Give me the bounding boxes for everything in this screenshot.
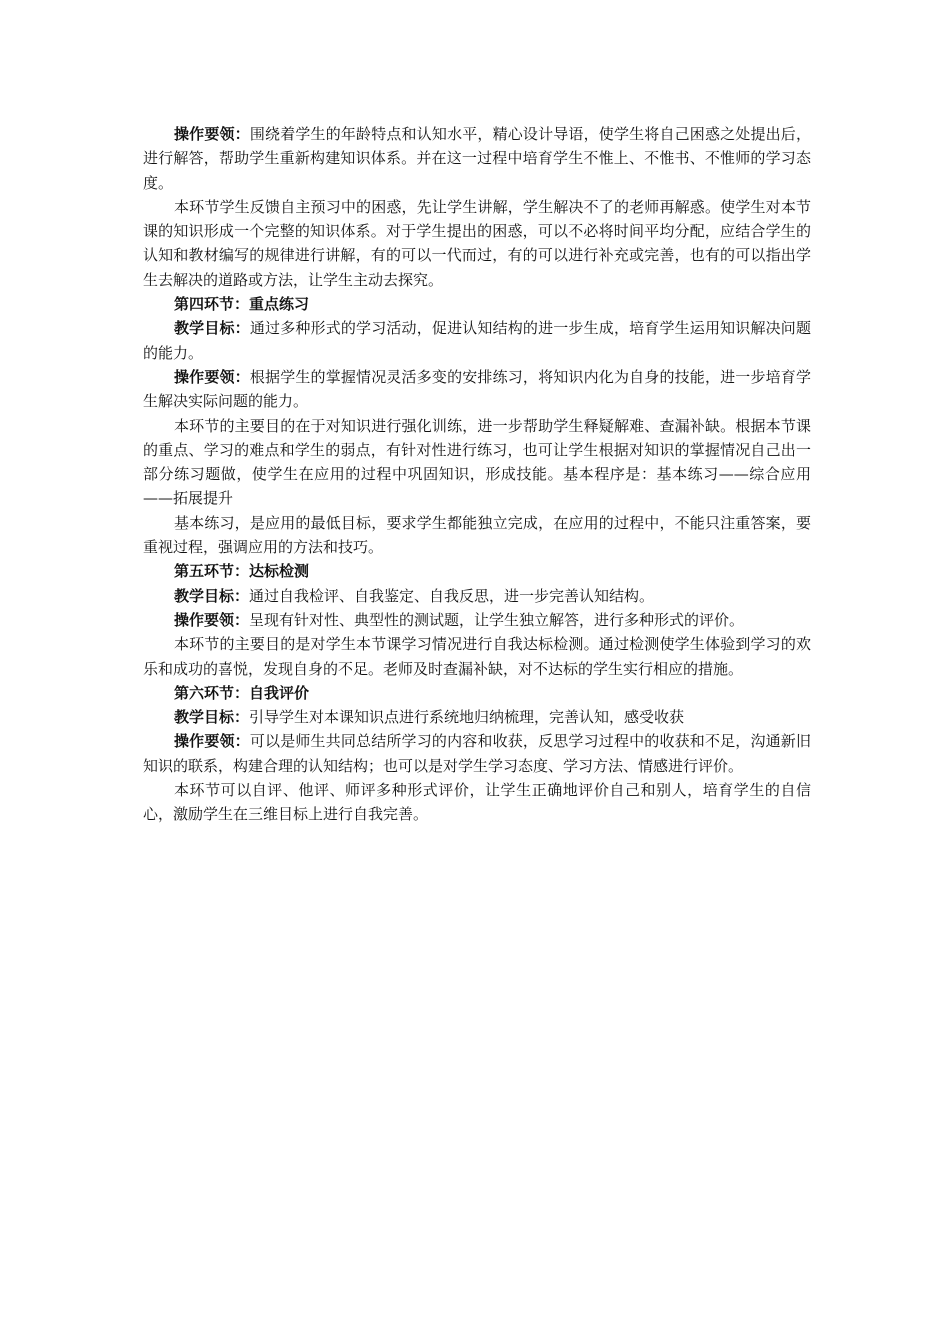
label-operation-points: 操作要领： <box>174 125 250 143</box>
paragraph-teaching-goal <box>143 584 811 608</box>
label-operation-points: 操作要领： <box>174 610 250 629</box>
label-teaching-goal: 教学目标： <box>174 319 250 338</box>
paragraph-operation-points <box>143 365 811 414</box>
document-body <box>143 122 811 827</box>
label-teaching-goal: 教学目标： <box>174 586 250 605</box>
paragraph: 基本练习，是应用的最低目标，要求学生都能独立完成，在应用的过程中，不能只注重答案，要重视过程，强调应用的方法和技巧。 <box>143 513 811 557</box>
paragraph: 本环节学生反馈自主预习中的困惑，先让学生讲解，学生解决不了的老师再解惑。使学生对本节课的知识形成一个完整的知识体系。对于学生提出的困惑，可以不必将时间平均分配，应结合学生的认知和教材编写的规律进行讲解，有的可以一代而过，有的可以进行补充或完善，也有的可以指出学生去解决的道路或方法，让学生主动去探究。 <box>143 197 811 289</box>
paragraph-operation-points <box>143 729 811 778</box>
paragraph: 本环节可以自评、他评、师评多种形式评价，让学生正确地评价自己和别人，培育学生的自信心，激励学生在三维目标上进行自我完善。 <box>143 781 811 824</box>
section-heading-6: 第六环节：自我评价 <box>174 683 310 702</box>
section-heading-5: 第五环节：达标检测 <box>174 562 310 581</box>
paragraph: 本环节的主要目的是对学生本节课学习情况进行自我达标检测。通过检测使学生体验到学习的欢乐和成功的喜悦，发现自身的不足。老师及时查漏补缺，对不达标的学生实行相应的措施。 <box>143 635 811 678</box>
paragraph-operation-points <box>143 608 811 632</box>
paragraph: 本环节的主要目的在于对知识进行强化训练，进一步帮助学生释疑解难、查漏补缺。根据本节课的重点、学习的难点和学生的弱点，有针对性进行练习，也可让学生根据对知识的掌握情况自己出一部分练习题做，使学生在应用的过程中巩固知识，形成技能。基本程序是：基本练习——综合应用——拓展提升 <box>143 416 811 508</box>
paragraph-text: 可以是师生共同总结所学习的内容和收获，反思学习过程中的收获和不足，沟通新旧知识的联系，构建合理的认知结构；也可以是对学生学习态度、学习方法、情感进行评价。 <box>143 732 811 775</box>
paragraph-text: 引导学生对本课知识点进行系统地归纳梳理，完善认知，感受收获 <box>249 708 685 727</box>
label-teaching-goal: 教学目标： <box>174 708 250 727</box>
paragraph-text: 呈现有针对性、典型性的测试题，让学生独立解答，进行多种形式的评价。 <box>249 610 745 629</box>
label-operation-points: 操作要领： <box>174 367 250 386</box>
paragraph-teaching-goal <box>143 316 811 365</box>
paragraph-text: 通过自我检评、自我鉴定、自我反思，进一步完善认知结构。 <box>249 586 655 605</box>
paragraph-text: 通过多种形式的学习活动，促进认知结构的进一步生成，培育学生运用知识解决问题的能力。 <box>143 319 811 362</box>
section-heading-4: 第四环节：重点练习 <box>174 295 310 314</box>
label-operation-points: 操作要领： <box>174 732 250 751</box>
paragraph-operation-points <box>143 122 811 195</box>
paragraph-text: 围绕着学生的年龄特点和认知水平，精心设计导语，使学生将自己困惑之处提出后，进行解答，帮助学生重新构建知识体系。并在这一过程中培育学生不惟上、不惟书、不惟师的学习态度。 <box>143 125 811 192</box>
paragraph-teaching-goal <box>143 705 811 729</box>
paragraph-text: 根据学生的掌握情况灵活多变的安排练习，将知识内化为自身的技能，进一步培育学生解决实际问题的能力。 <box>143 367 811 411</box>
